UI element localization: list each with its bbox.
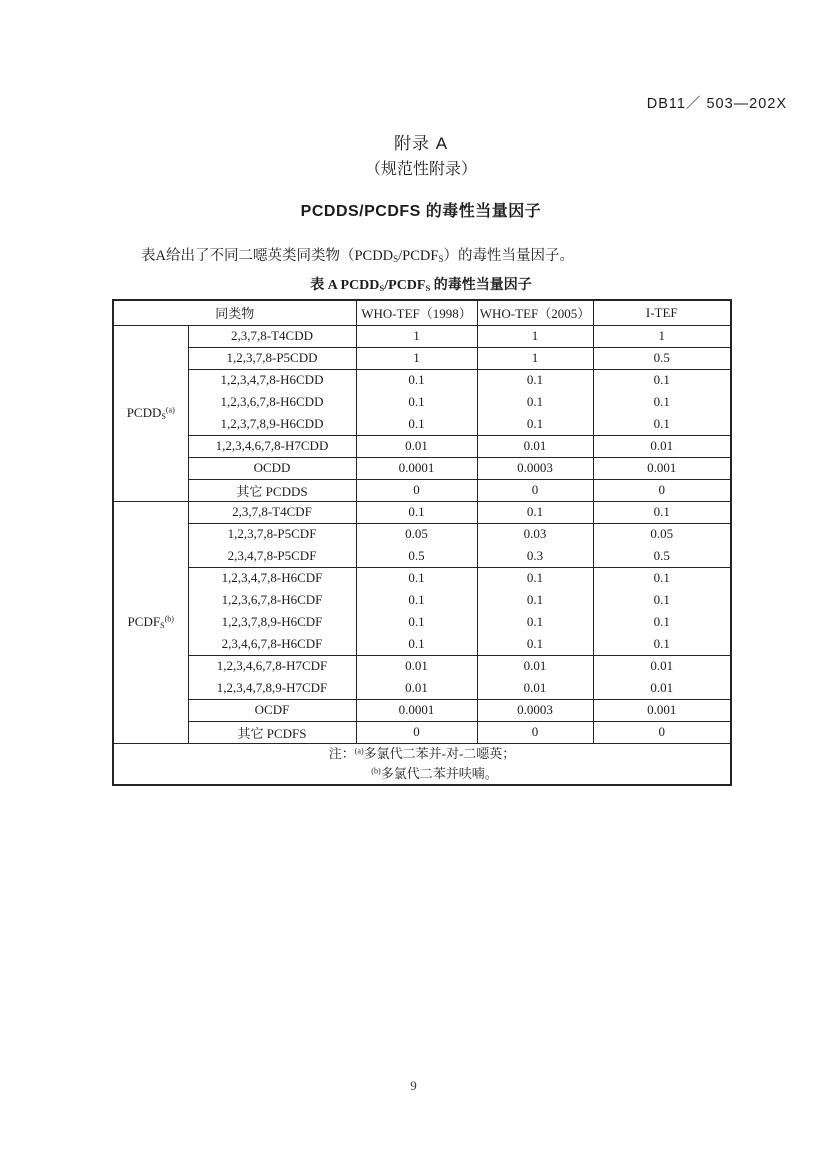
table-row [113,457,731,479]
footnote-text-a: 多氯代二苯并-对-二噁英； [363,745,516,761]
tef-value: 0.1 [593,633,731,655]
table-row [113,655,731,677]
table-row [113,677,731,699]
tef-value: 0.0001 [356,699,477,721]
tef-value: 0.01 [593,435,731,457]
congener-name: 2,3,7,8-T4CDF [188,501,356,523]
table-row [113,721,731,743]
table-row [113,325,731,347]
tef-value: 0.01 [477,435,593,457]
tef-value: 0.1 [356,567,477,589]
table-footnote-section [113,743,731,785]
tef-value: 0 [356,721,477,743]
congener-name: OCDF [188,699,356,721]
tef-value: 0 [477,721,593,743]
footnote-line-a [116,744,728,764]
tef-value: 0.01 [356,677,477,699]
tef-value: 0.1 [477,391,593,413]
caption-text: 的毒性当量因子 [430,278,532,293]
tef-value: 0 [356,479,477,501]
table-row [113,589,731,611]
tef-table [112,299,732,786]
tef-value: 0.0001 [356,457,477,479]
tef-value: 0.001 [593,457,731,479]
congener-name: 1,2,3,6,7,8-H6CDF [188,589,356,611]
appendix-title: 附录 A [393,134,449,153]
tef-value: 1 [356,325,477,347]
tef-value: 0.1 [477,589,593,611]
table-row [113,611,731,633]
tef-value: 0.5 [593,347,731,369]
group-label-pcdfs: $PCDF_S^{(b)}$ [113,501,188,743]
tef-value: 0.1 [477,567,593,589]
tef-value: 0.1 [477,369,593,391]
tef-value: 0.5 [593,545,731,567]
footnote-marker-a: (a) [354,746,364,756]
group-label-pcdds: $PCDD_S^{(a)}$ [113,325,188,501]
column-header-i-tef: I-TEF [593,300,731,325]
footnote-row [113,743,731,785]
tef-value: 0.1 [356,633,477,655]
tef-table-container [112,299,730,786]
table-row [113,501,731,523]
tef-value: 0.1 [593,391,731,413]
tef-value: 0.1 [356,391,477,413]
tef-value: 0.1 [593,369,731,391]
congener-name: 2,3,4,7,8-P5CDF [188,545,356,567]
table-caption [112,274,730,294]
caption-text: 表 A PCDD [310,278,380,293]
tef-value: 0.1 [356,501,477,523]
appendix-subtitle: （规范性附录） [364,161,477,178]
intro-text: /PCDF [398,248,439,264]
congener-name: 1,2,3,4,7,8,9-H7CDF [188,677,356,699]
tef-value: 1 [356,347,477,369]
tef-value: 0.1 [477,611,593,633]
tef-value: 0.03 [477,523,593,545]
intro-text: 表A给出了不同二噁英类同类物（PCDD [141,248,394,264]
tef-value: 0.01 [477,677,593,699]
tef-value: 0 [477,479,593,501]
table-header-section [113,300,731,325]
footnote-marker-b: (b) [371,766,381,776]
tef-value: 0.1 [593,567,731,589]
table-row [113,369,731,391]
tef-value: 0.5 [356,545,477,567]
tef-value: 0.05 [593,523,731,545]
tef-value: 0.1 [356,611,477,633]
tef-value: 0 [593,721,731,743]
tef-value: 0.1 [477,633,593,655]
table-row [113,391,731,413]
tef-value: 0.01 [593,677,731,699]
tef-value: 0.1 [593,589,731,611]
column-header-who-tef-1998: WHO-TEF（1998） [356,300,477,325]
tef-value: 0.1 [593,501,731,523]
tef-value: 0.01 [356,435,477,457]
column-header-who-tef-2005: WHO-TEF（2005） [477,300,593,325]
tef-value: 0.01 [477,655,593,677]
tef-value: 1 [477,325,593,347]
footnote-prefix: 注： [328,745,355,761]
footnote-text-b: 多氯代二苯并呋喃。 [380,765,498,781]
intro-subscript-s2: S [438,254,444,265]
column-header-congener: 同类物 [113,300,356,325]
congener-name: 1,2,3,7,8,9-H6CDD [188,413,356,435]
tef-value: 0.05 [356,523,477,545]
tef-value: 0.0003 [477,457,593,479]
appendix-heading: PCDDS/PCDFS 的毒性当量因子 [300,203,542,220]
table-row [113,435,731,457]
table-header-row [113,300,731,325]
congener-name: 1,2,3,4,7,8-H6CDF [188,567,356,589]
doc-code: DB11／ 503—202X [646,96,787,112]
table-row [113,633,731,655]
table-row [113,479,731,501]
caption-subscript-s2: S [425,283,431,294]
caption-text: /PCDF [384,278,426,293]
table-footnote [113,743,731,785]
tef-value: 0.1 [356,369,477,391]
intro-text: ）的毒性当量因子。 [443,248,574,264]
congener-name: 1,2,3,7,8-P5CDF [188,523,356,545]
tef-value: 0 [593,479,731,501]
tef-value: 0.1 [593,413,731,435]
table-row [113,523,731,545]
tef-value: 0.1 [593,611,731,633]
intro-paragraph [112,246,730,266]
tef-value: 0.3 [477,545,593,567]
congener-name: 2,3,7,8-T4CDD [188,325,356,347]
congener-name: 1,2,3,4,6,7,8-H7CDF [188,655,356,677]
tef-value: 0.1 [356,589,477,611]
tef-value: 0.1 [477,501,593,523]
tef-value: 0.01 [593,655,731,677]
congener-name: OCDD [188,457,356,479]
table-row [113,347,731,369]
tef-value: 0.1 [356,413,477,435]
congener-name: 其它 PCDDS [188,479,356,501]
congener-name: 1,2,3,6,7,8-H6CDD [188,391,356,413]
congener-name: 1,2,3,4,6,7,8-H7CDD [188,435,356,457]
table-row [113,567,731,589]
tef-value: 0.01 [356,655,477,677]
tef-value: 0.001 [593,699,731,721]
intro-subscript-s1: S [393,254,399,265]
congener-name: 1,2,3,7,8,9-H6CDF [188,611,356,633]
page-number: 9 [410,1078,417,1093]
tef-value: 1 [593,325,731,347]
congener-name: 1,2,3,7,8-P5CDD [188,347,356,369]
tef-value: 0.1 [477,413,593,435]
table-row [113,545,731,567]
footnote-line-b [141,764,728,784]
caption-subscript-s1: S [379,283,385,294]
congener-name: 1,2,3,4,7,8-H6CDD [188,369,356,391]
tef-value: 1 [477,347,593,369]
table-row [113,413,731,435]
tef-value: 0.0003 [477,699,593,721]
congener-name: 2,3,4,6,7,8-H6CDF [188,633,356,655]
congener-name: 其它 PCDFS [188,721,356,743]
table-row [113,699,731,721]
table-body [113,325,731,743]
